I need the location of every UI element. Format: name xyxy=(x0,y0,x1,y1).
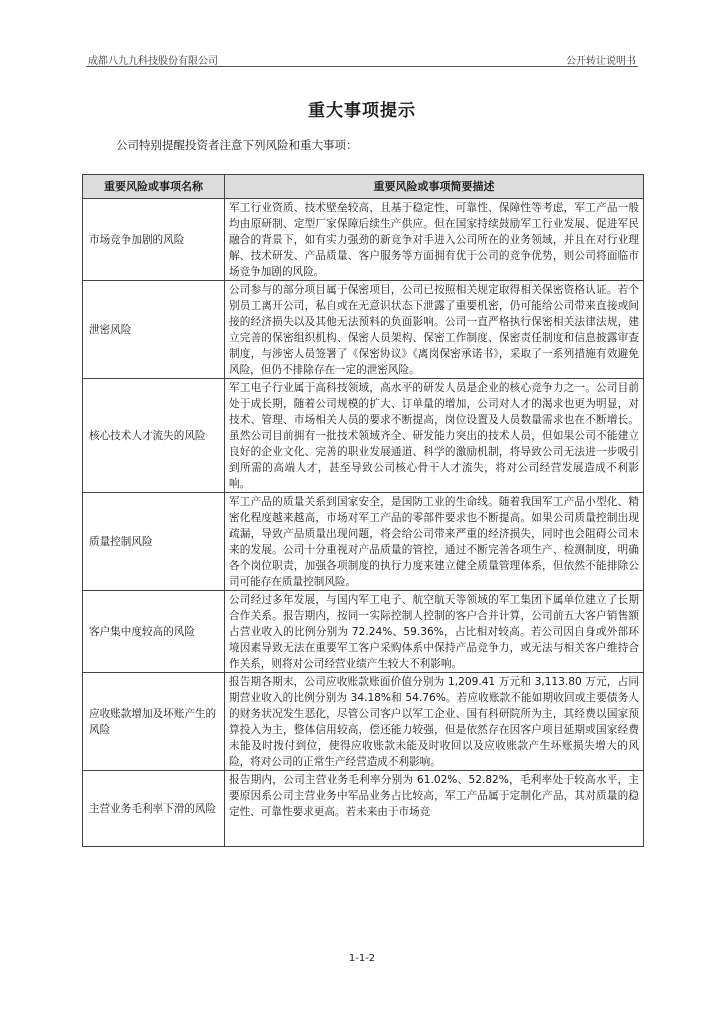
table-row xyxy=(83,379,644,493)
risk-name: 核心技术人才流失的风险 xyxy=(83,379,225,493)
risk-description: 军工产品的质量关系到国家安全，是国防工业的生命线。随着我国军工产品小型化、精密化程度越来越高，市场对军工产品的零部件要求也不断提高。如果公司质量控制出现疏漏，导致产品质量出现问题，将会给公司带来严重的经济损失，同时也会阻碍公司未来的发展。公司十分重视对产品质量的管控，通过不断完善各项生产、检测制度，明确各个岗位职责，加强各项制度的执行力度来建立健全质量管理体系，但依然不能排除公司可能存在质量控制风险。 xyxy=(225,493,644,591)
risk-name: 泄密风险 xyxy=(83,281,225,379)
intro-paragraph: 公司特别提醒投资者注意下列风险和重大事项： xyxy=(116,138,358,152)
risk-description: 军工行业资质、技术壁垒较高，且基于稳定性、可靠性、保障性等考虑，军工产品一般均由原研制、定型厂家保障后续生产供应。但在国家持续鼓励军工行业发展、促进军民融合的背景下，如有实力强劲的新竞争对手进入公司所在的业务领域，并且在对行业理解、技术研发、产品质量、客户服务等方面拥有优于公司的竞争优势，则公司将面临市场竞争加剧的风险。 xyxy=(225,199,644,281)
page-number: 1-1-2 xyxy=(348,953,376,964)
table-row xyxy=(83,591,644,673)
risk-description: 报告期内，公司主营业务毛利率分别为 61.02%、52.82%，毛利率处于较高水平，主要原因系公司主营业务中军品业务占比较高，军工产品属于定制化产品，其对质量的稳定性、可靠性要求更高。若未来由于市场竞 xyxy=(229,774,639,818)
table-row xyxy=(83,493,644,591)
risk-description-continued xyxy=(225,771,644,847)
header-document-type: 公开转让说明书 xyxy=(566,56,636,67)
page-header xyxy=(86,50,638,67)
risk-name: 主营业务毛利率下滑的风险 xyxy=(83,771,225,847)
risk-name: 应收账款增加及坏账产生的风险 xyxy=(83,673,225,771)
risk-table xyxy=(82,174,644,847)
table-row xyxy=(83,199,644,281)
table-row xyxy=(83,281,644,379)
risk-description: 公司参与的部分项目属于保密项目，公司已按照相关规定取得相关保密资格认证。若个别员工离开公司，私自或在无意识状态下泄露了重要机密，仍可能给公司带来直接或间接的经济损失以及其他无法预料的负面影响。公司一直严格执行保密相关法律法规，建立完善的保密组织机构、保密人员架构、保密工作制度、保密责任制度和信息披露审查制度，与涉密人员签署了《保密协议》《离岗保密承诺书》，采取了一系列措施有效避免风险，但仍不排除存在一定的泄密风险。 xyxy=(225,281,644,379)
risk-name: 客户集中度较高的风险 xyxy=(83,591,225,673)
header-company-name: 成都八九九科技股份有限公司 xyxy=(88,56,218,67)
risk-description: 公司经过多年发展，与国内军工电子、航空航天等领域的军工集团下属单位建立了长期合作关系。报告期内，按同一实际控制人控制的客户合并计算，公司前五大客户销售额占营业收入的比例分别为 72.24%、59.36%，占比相对较高。若公司因自身或外部环境因素导致无法在重要军工客户采购体系中保持产品竞争力，或无法与相关客户维持合作关系，则将对公司经营业绩产生较大不利影响。 xyxy=(225,591,644,673)
table-header-row xyxy=(83,175,644,199)
table-row xyxy=(83,673,644,771)
section-title: 重大事项提示 xyxy=(308,101,416,121)
table-row xyxy=(83,771,644,847)
risk-description: 军工电子行业属于高科技领域，高水平的研发人员是企业的核心竞争力之一。公司目前处于成长期，随着公司规模的扩大、订单量的增加，公司对人才的渴求也更为明显，对技术、管理、市场相关人员的要求不断提高，岗位设置及人员数量需求也在不断增长。虽然公司目前拥有一批技术领域齐全、研发能力突出的技术人员，但如果公司不能建立良好的企业文化、完善的职业发展通道、科学的激励机制，将导致公司无法进一步吸引到所需的高端人才，甚至导致公司核心骨干人才流失，将对公司经营发展造成不利影响。 xyxy=(225,379,644,493)
risk-name: 质量控制风险 xyxy=(83,493,225,591)
header-risk-name: 重要风险或事项名称 xyxy=(83,175,225,199)
risk-name: 市场竞争加剧的风险 xyxy=(83,199,225,281)
risk-description: 报告期各期末，公司应收账款账面价值分别为 1,209.41 万元和 3,113.80 万元，占同期营业收入的比例分别为 34.18%和 54.76%。若应收账款不能如期收回或主要债务人的财务状况发生恶化，尽管公司客户以军工企业、国有科研院所为主，其经费以国家预算投入为主，整体信用较高，偿还能力较强，但是依然存在因客户项目延期或国家经费未能及时拨付到位，使得应收账款未能及时收回以及应收账款产生坏账损失增大的风险，将对公司的正常生产经营造成不利影响。 xyxy=(225,673,644,771)
header-risk-description: 重要风险或事项简要描述 xyxy=(225,175,644,199)
